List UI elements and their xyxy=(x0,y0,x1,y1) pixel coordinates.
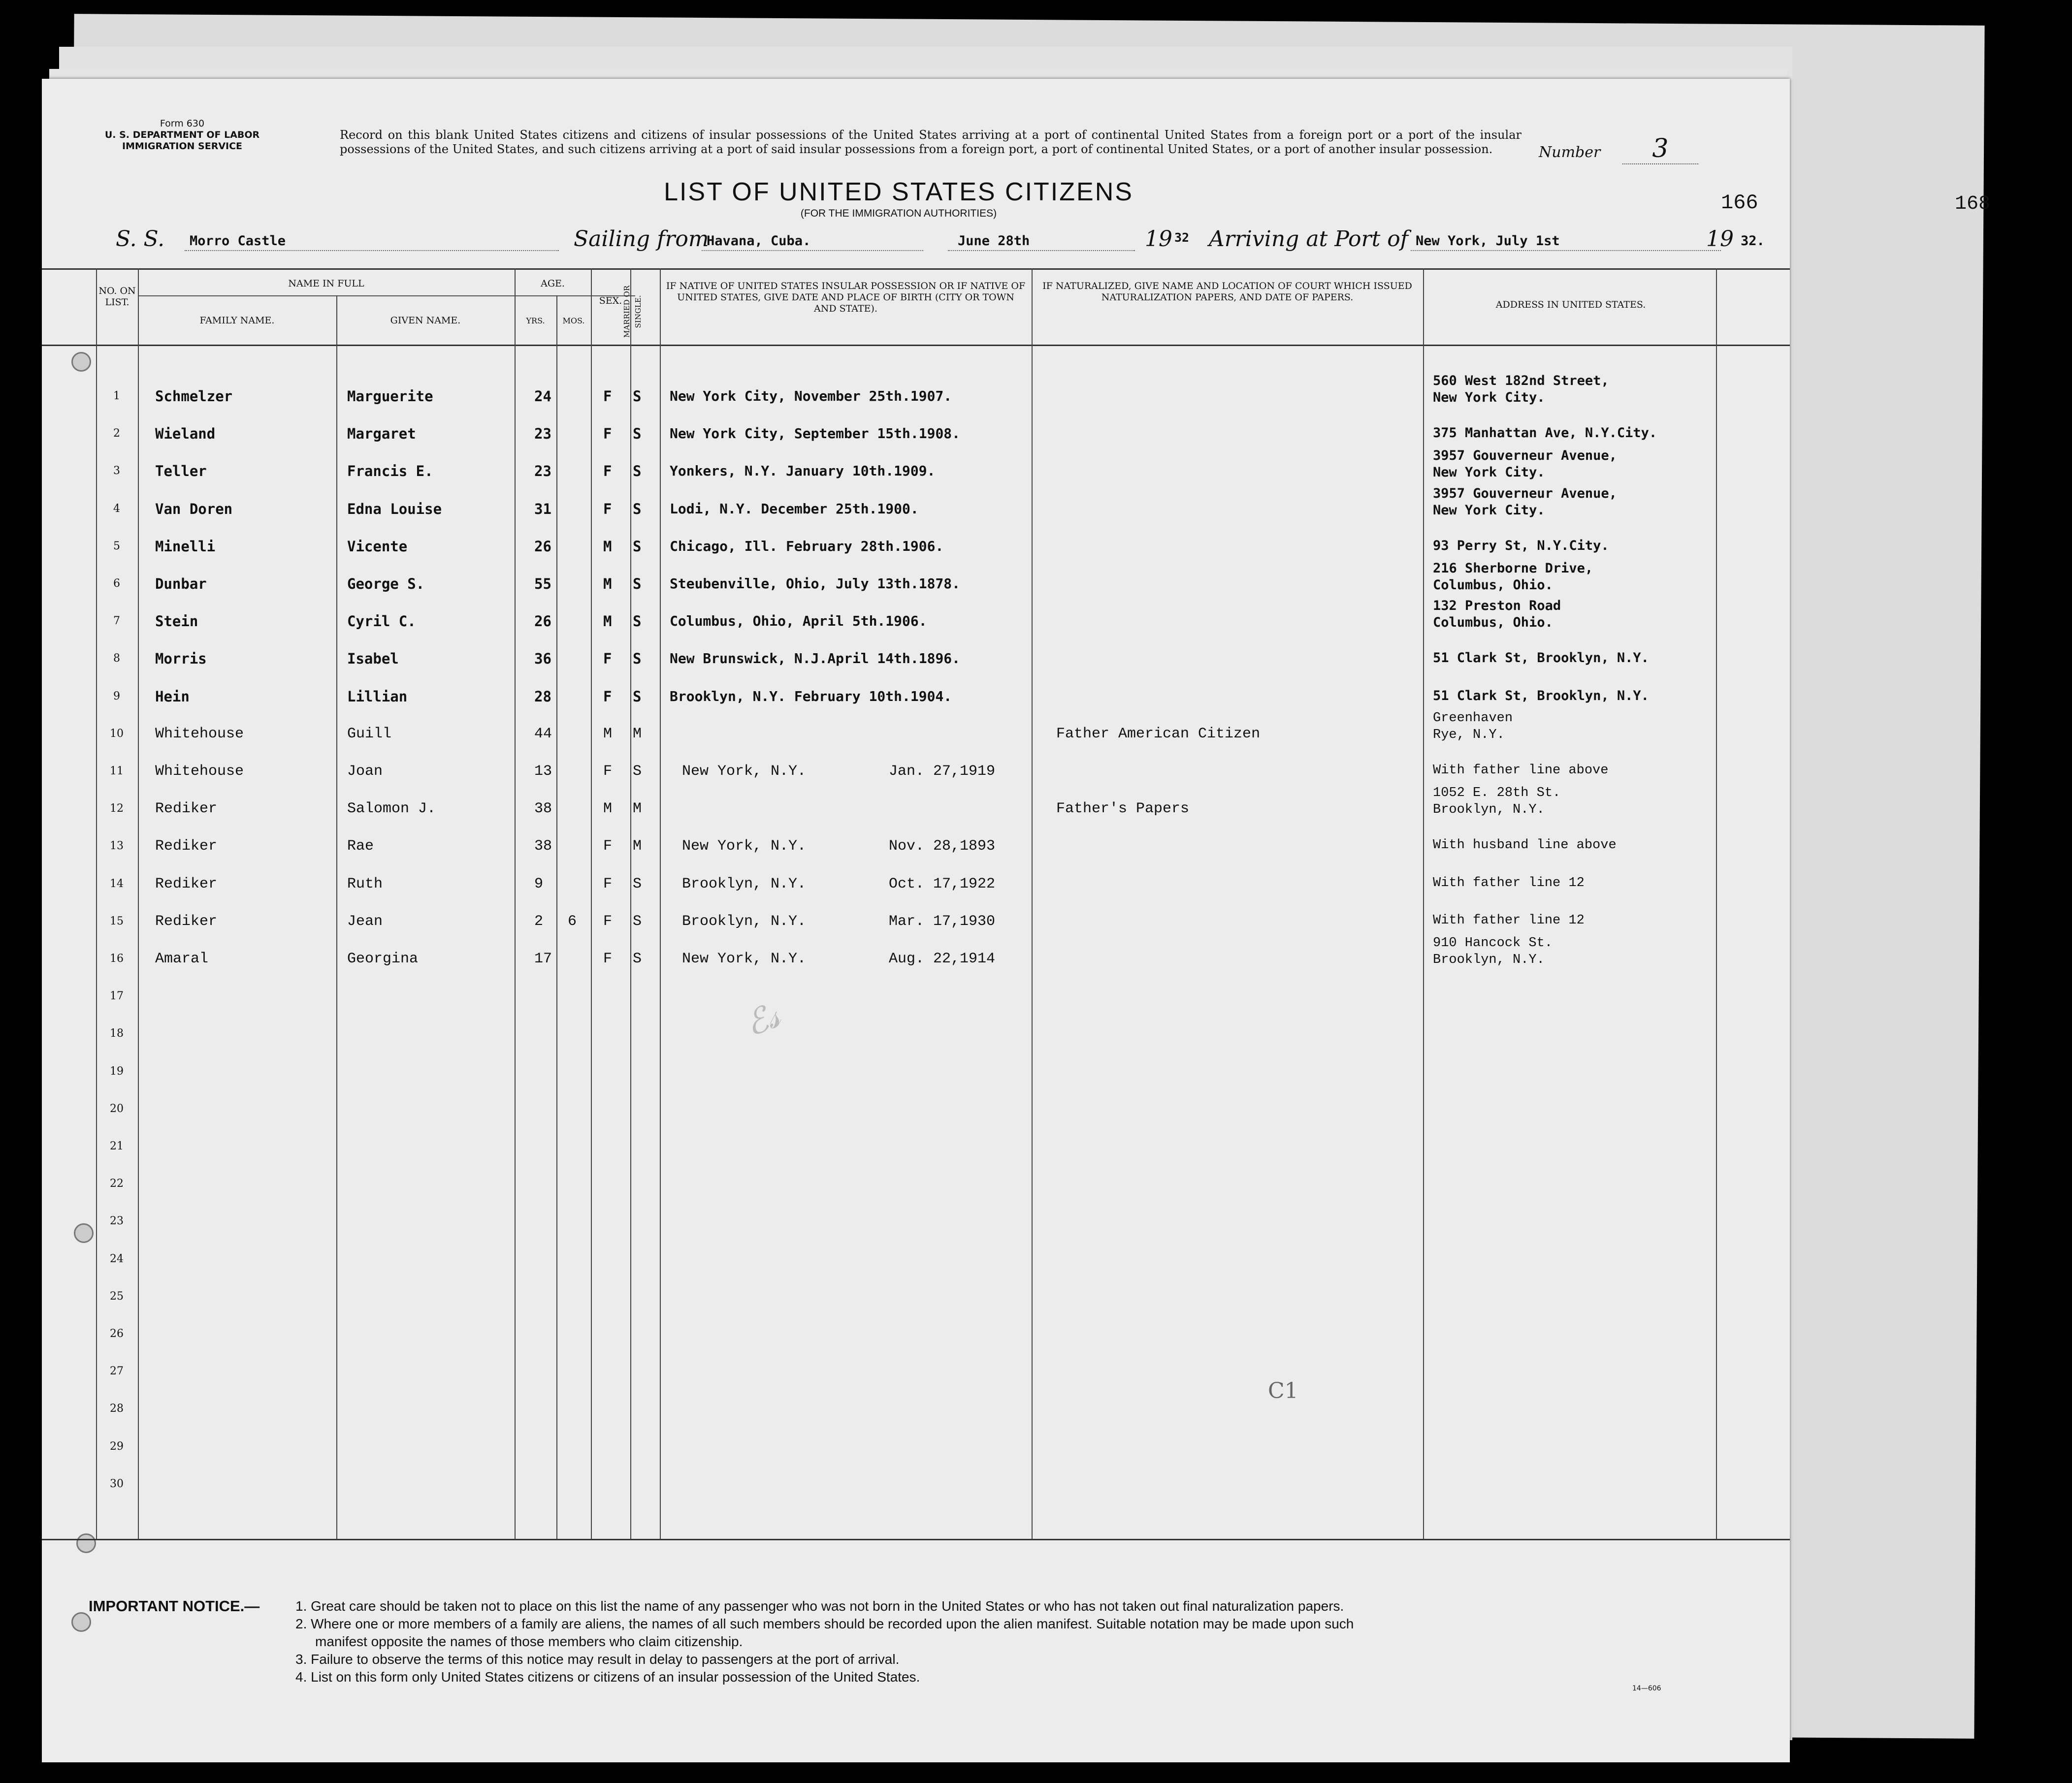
form-number: Form 630 xyxy=(160,118,205,129)
row-number: 2 xyxy=(113,427,120,440)
birth-place: New York City, November 25th.1907. xyxy=(670,388,952,404)
sex: F xyxy=(603,463,612,480)
header-yrs: YRS. xyxy=(526,316,545,325)
marital-status: S xyxy=(633,575,642,592)
list-number-label: Number xyxy=(1539,144,1601,161)
punch-hole xyxy=(71,352,91,372)
sex: F xyxy=(603,650,612,668)
naturalization: Father's Papers xyxy=(1056,800,1190,818)
birth-date: Oct. 17,1922 xyxy=(889,875,996,892)
row-number: 15 xyxy=(110,915,124,927)
row-number: 16 xyxy=(110,953,124,965)
empty-row-number: 22 xyxy=(110,1178,124,1190)
given-name: Jean xyxy=(347,913,383,930)
sex: F xyxy=(603,425,612,443)
age-years: 24 xyxy=(534,388,551,405)
notice-item-3: 3. Failure to observe the terms of this notice may result in delay to passengers at the port of arrival. xyxy=(295,1652,900,1667)
ship-name: Morro Castle xyxy=(190,233,286,249)
header-no: NO. ON LIST. xyxy=(98,286,136,308)
address-line-1: 3957 Gouverneur Avenue, xyxy=(1433,485,1617,501)
marital-status: M xyxy=(633,800,642,818)
given-name: Rae xyxy=(347,838,374,855)
sex: F xyxy=(603,688,612,705)
sex: F xyxy=(603,500,612,517)
empty-row-number: 20 xyxy=(110,1102,124,1115)
address-line-1: 375 Manhattan Ave, N.Y.City. xyxy=(1433,425,1657,441)
given-name: George S. xyxy=(347,575,425,592)
row-number: 6 xyxy=(113,577,120,590)
given-name: Guill xyxy=(347,725,392,742)
given-name: Georgina xyxy=(347,951,419,967)
given-name: Salomon J. xyxy=(347,800,436,818)
date-from: June 28th xyxy=(958,233,1030,249)
voyage-line xyxy=(116,226,1765,261)
handwritten-signature: ℰ𝓈 xyxy=(740,994,785,1045)
row-number: 13 xyxy=(110,840,124,853)
birth-place: Brooklyn, N.Y. February 10th.1904. xyxy=(670,688,952,704)
family-name: Rediker xyxy=(155,800,218,818)
table-bottom-border xyxy=(42,1539,1790,1540)
empty-row-number: 24 xyxy=(110,1252,124,1265)
birth-place: Lodi, N.Y. December 25th.1900. xyxy=(670,500,919,517)
address-line-1: 51 Clark St, Brooklyn, N.Y. xyxy=(1433,650,1649,666)
family-name: Van Doren xyxy=(155,500,233,517)
family-name: Rediker xyxy=(155,838,218,855)
address-line-1: With father line 12 xyxy=(1433,875,1585,891)
ss-label: S. S. xyxy=(116,226,165,252)
birth-place: Steubenville, Ohio, July 13th.1878. xyxy=(670,575,961,592)
age-years: 2 xyxy=(534,913,544,930)
year-to: 32. xyxy=(1741,233,1765,249)
table-row xyxy=(42,373,1790,417)
birth-place: New York, N.Y. xyxy=(682,838,807,855)
empty-row-number: 25 xyxy=(110,1290,124,1303)
birth-place: New York, N.Y. xyxy=(682,951,807,967)
empty-row-number: 29 xyxy=(110,1440,124,1453)
family-name: Schmelzer xyxy=(155,388,233,405)
age-years: 36 xyxy=(534,650,551,668)
table-row xyxy=(42,936,1790,980)
age-years: 17 xyxy=(534,951,552,967)
punch-hole xyxy=(74,1223,94,1243)
row-number: 7 xyxy=(113,615,120,628)
header-bottom-border xyxy=(42,345,1790,346)
age-months: 6 xyxy=(568,913,577,930)
family-name: Stein xyxy=(155,613,198,630)
birth-date: Mar. 17,1930 xyxy=(889,913,996,930)
address-line-2: New York City. xyxy=(1433,390,1545,405)
row-number: 1 xyxy=(113,390,120,402)
notice-item-2: 2. Where one or more members of a family are aliens, the names of all such members should be recorded upon the alien manifest. Suitable notation may be made upon such xyxy=(295,1616,1354,1631)
sex: F xyxy=(603,838,613,855)
address-line-2: Brooklyn, N.Y. xyxy=(1433,953,1545,967)
address-line-1: 560 West 182nd Street, xyxy=(1433,373,1609,388)
port-to: New York, July 1st xyxy=(1416,233,1560,249)
table-top-border xyxy=(42,268,1790,270)
form-instructions: Record on this blank United States citizens and citizens of insular possessions of the United States arriving at a port of continental United States from a foreign port or a port of the insular possessions of the United States, and such citizens arriving at a port of said insular possessions from a foreign port, a port of continental United States, or a port of another insular possession. xyxy=(340,128,1522,156)
marital-status: S xyxy=(633,613,642,630)
port-to-underline xyxy=(1411,250,1721,251)
table-row xyxy=(42,485,1790,530)
birth-place: New York City, September 15th.1908. xyxy=(670,425,961,442)
marital-status: S xyxy=(633,688,642,705)
header-naturalized: IF NATURALIZED, GIVE NAME AND LOCATION OF COURT WHICH ISSUED NATURALIZATION PAPERS, AND DATE OF PAPERS. xyxy=(1042,281,1412,303)
stamp-mark: C1 xyxy=(1268,1378,1298,1403)
marital-status: S xyxy=(633,463,642,480)
given-name: Margaret xyxy=(347,425,416,443)
header-given-name: GIVEN NAME. xyxy=(390,315,461,326)
department-name: U. S. DEPARTMENT OF LABOR xyxy=(104,129,260,140)
family-name: Rediker xyxy=(155,913,218,930)
birth-place: Brooklyn, N.Y. xyxy=(682,913,807,930)
empty-row-number: 23 xyxy=(110,1215,124,1228)
header-age: AGE. xyxy=(541,278,565,289)
empty-row-number: 17 xyxy=(110,990,124,1003)
address-line-1: With father line above xyxy=(1433,763,1609,778)
family-name: Wieland xyxy=(155,425,216,443)
marital-status: S xyxy=(633,951,642,967)
family-name: Minelli xyxy=(155,538,216,555)
port-from: Havana, Cuba. xyxy=(707,233,811,249)
header-name-in-full: NAME IN FULL xyxy=(288,278,364,289)
row-number: 11 xyxy=(110,765,124,777)
service-name: IMMIGRATION SERVICE xyxy=(122,141,243,152)
birth-date: Aug. 22,1914 xyxy=(889,951,996,967)
ship-underline xyxy=(185,250,559,251)
header-birth: IF NATIVE OF UNITED STATES INSULAR POSSESSION OR IF NATIVE OF UNITED STATES, GIVE DATE AND PLACE OF BIRTH (CITY OR TOWN AND STATE). xyxy=(666,281,1026,314)
marital-status: S xyxy=(633,913,642,930)
given-name: Marguerite xyxy=(347,388,433,405)
marital-status: S xyxy=(633,538,642,555)
arriving-label: Arriving at Port of xyxy=(1209,226,1409,252)
sailing-label: Sailing from xyxy=(574,226,709,252)
row-number: 8 xyxy=(113,652,120,665)
given-name: Ruth xyxy=(347,875,383,892)
notice-label: IMPORTANT NOTICE.— xyxy=(89,1597,260,1615)
marital-status: S xyxy=(633,763,642,780)
family-name: Hein xyxy=(155,688,190,705)
birth-place: New Brunswick, N.J.April 14th.1896. xyxy=(670,650,961,667)
family-name: Amaral xyxy=(155,951,209,967)
address-line-2: New York City. xyxy=(1433,465,1545,480)
marital-status: S xyxy=(633,650,642,668)
important-notice xyxy=(89,1597,1763,1686)
list-number-value: 3 xyxy=(1622,134,1698,164)
age-years: 44 xyxy=(534,725,552,742)
sex: M xyxy=(603,725,613,742)
port-from-underline xyxy=(702,250,923,251)
age-years: 23 xyxy=(534,463,551,480)
marital-status: S xyxy=(633,425,642,443)
sex: F xyxy=(603,875,613,892)
family-name: Whitehouse xyxy=(155,725,244,742)
year-from: 32 xyxy=(1174,230,1190,245)
given-name: Edna Louise xyxy=(347,500,442,517)
row-number: 9 xyxy=(113,690,120,702)
notice-item-4: 4. List on this form only United States citizens or citizens of an insular possession of the United States. xyxy=(295,1669,920,1685)
family-name: Teller xyxy=(155,463,207,480)
address-line-1: Greenhaven xyxy=(1433,710,1513,726)
address-line-1: 1052 E. 28th St. xyxy=(1433,786,1561,801)
empty-row-number: 27 xyxy=(110,1365,124,1378)
age-years: 26 xyxy=(534,538,551,555)
birth-place: Chicago, Ill. February 28th.1906. xyxy=(670,538,944,554)
row-number: 4 xyxy=(113,502,120,515)
address-line-1: 3957 Gouverneur Avenue, xyxy=(1433,448,1617,464)
print-code: 14—606 xyxy=(1632,1685,1661,1692)
given-name: Francis E. xyxy=(347,463,433,480)
main-page-number: 166 xyxy=(1721,191,1758,215)
sex: M xyxy=(603,538,612,555)
empty-row-number: 18 xyxy=(110,1027,124,1040)
form-id-block xyxy=(89,118,276,152)
list-number xyxy=(1539,134,1746,163)
marital-status: S xyxy=(633,388,642,405)
sex: F xyxy=(603,388,612,405)
table-row xyxy=(42,830,1790,867)
birth-place: Columbus, Ohio, April 5th.1906. xyxy=(670,613,927,630)
address-line-2: New York City. xyxy=(1433,502,1545,518)
given-name: Lillian xyxy=(347,688,408,705)
marital-status: S xyxy=(633,875,642,892)
marital-status: M xyxy=(633,838,642,855)
family-name: Morris xyxy=(155,650,207,668)
given-name: Cyril C. xyxy=(347,613,416,630)
age-years: 23 xyxy=(534,425,551,443)
family-name: Dunbar xyxy=(155,575,207,592)
notice-item-2-cont: manifest opposite the names of those members who claim citizenship. xyxy=(315,1634,743,1649)
row-number: 3 xyxy=(113,465,120,478)
empty-row-number: 21 xyxy=(110,1140,124,1152)
header-married-single: MARRIED OR SINGLE. xyxy=(622,285,643,338)
age-years: 55 xyxy=(534,575,551,592)
age-years: 26 xyxy=(534,613,551,630)
address-line-2: Columbus, Ohio. xyxy=(1433,577,1553,593)
address-line-1: 910 Hancock St. xyxy=(1433,936,1553,951)
birth-place: Brooklyn, N.Y. xyxy=(682,875,807,892)
empty-row-number: 28 xyxy=(110,1402,124,1415)
birth-place: Yonkers, N.Y. January 10th.1909. xyxy=(670,463,936,479)
sex: M xyxy=(603,800,613,818)
age-years: 28 xyxy=(534,688,551,705)
age-years: 38 xyxy=(534,800,552,818)
row-number: 5 xyxy=(113,540,120,552)
sex: F xyxy=(603,913,613,930)
row-number: 12 xyxy=(110,802,124,815)
back-page-number: 168 xyxy=(1955,193,1991,215)
year-from-prefix: 19 xyxy=(1145,226,1172,252)
table-row xyxy=(42,786,1790,830)
age-years: 9 xyxy=(534,875,544,892)
notice-item-1: 1. Great care should be taken not to place on this list the name of any passenger who was not born in the United States or who has not taken out final naturalization papers. xyxy=(295,1598,1344,1614)
punch-hole xyxy=(76,1533,96,1553)
table-row xyxy=(42,868,1790,905)
address-line-1: With husband line above xyxy=(1433,838,1617,853)
address-line-2: Brooklyn, N.Y. xyxy=(1433,802,1545,818)
family-name: Whitehouse xyxy=(155,763,244,780)
sex: M xyxy=(603,575,612,592)
header-sex: SEX. xyxy=(599,295,622,306)
page-title: LIST OF UNITED STATES CITIZENS xyxy=(664,178,1133,206)
sex: M xyxy=(603,613,612,630)
age-years: 31 xyxy=(534,500,551,517)
empty-row-number: 19 xyxy=(110,1065,124,1078)
address-line-1: With father line 12 xyxy=(1433,913,1585,928)
row-number: 14 xyxy=(110,877,124,890)
header-family-name: FAMILY NAME. xyxy=(199,315,275,326)
family-name: Rediker xyxy=(155,875,218,892)
header-address: ADDRESS IN UNITED STATES. xyxy=(1495,299,1646,310)
sex: F xyxy=(603,763,613,780)
page-subtitle: (FOR THE IMMIGRATION AUTHORITIES) xyxy=(800,208,997,219)
marital-status: S xyxy=(633,500,642,517)
table-row xyxy=(42,710,1790,755)
address-line-1: 216 Sherborne Drive, xyxy=(1433,561,1593,576)
address-line-2: Columbus, Ohio. xyxy=(1433,615,1553,631)
address-line-2: Rye, N.Y. xyxy=(1433,727,1505,742)
name-subheader-line xyxy=(138,295,635,296)
table-row xyxy=(42,642,1790,680)
punch-hole xyxy=(71,1612,91,1632)
marital-status: M xyxy=(633,725,642,742)
given-name: Isabel xyxy=(347,650,399,668)
table-row xyxy=(42,598,1790,642)
address-line-1: 93 Perry St, N.Y.City. xyxy=(1433,538,1609,553)
birth-place: New York, N.Y. xyxy=(682,763,807,780)
sex: F xyxy=(603,951,613,967)
table-row xyxy=(42,680,1790,718)
naturalization: Father American Citizen xyxy=(1056,725,1261,742)
date-from-underline xyxy=(948,250,1135,251)
given-name: Joan xyxy=(347,763,383,780)
manifest-sheet xyxy=(42,79,1790,1762)
birth-date: Jan. 27,1919 xyxy=(889,763,996,780)
header-mos: MOS. xyxy=(562,316,585,325)
address-line-1: 51 Clark St, Brooklyn, N.Y. xyxy=(1433,688,1649,703)
address-line-1: 132 Preston Road xyxy=(1433,598,1561,614)
empty-row-number: 26 xyxy=(110,1328,124,1340)
row-number: 10 xyxy=(110,727,124,740)
birth-date: Nov. 28,1893 xyxy=(889,838,996,855)
empty-row-number: 30 xyxy=(110,1477,124,1490)
age-years: 38 xyxy=(534,838,552,855)
given-name: Vicente xyxy=(347,538,408,555)
age-years: 13 xyxy=(534,763,552,780)
year-to-prefix: 19 xyxy=(1706,226,1734,252)
